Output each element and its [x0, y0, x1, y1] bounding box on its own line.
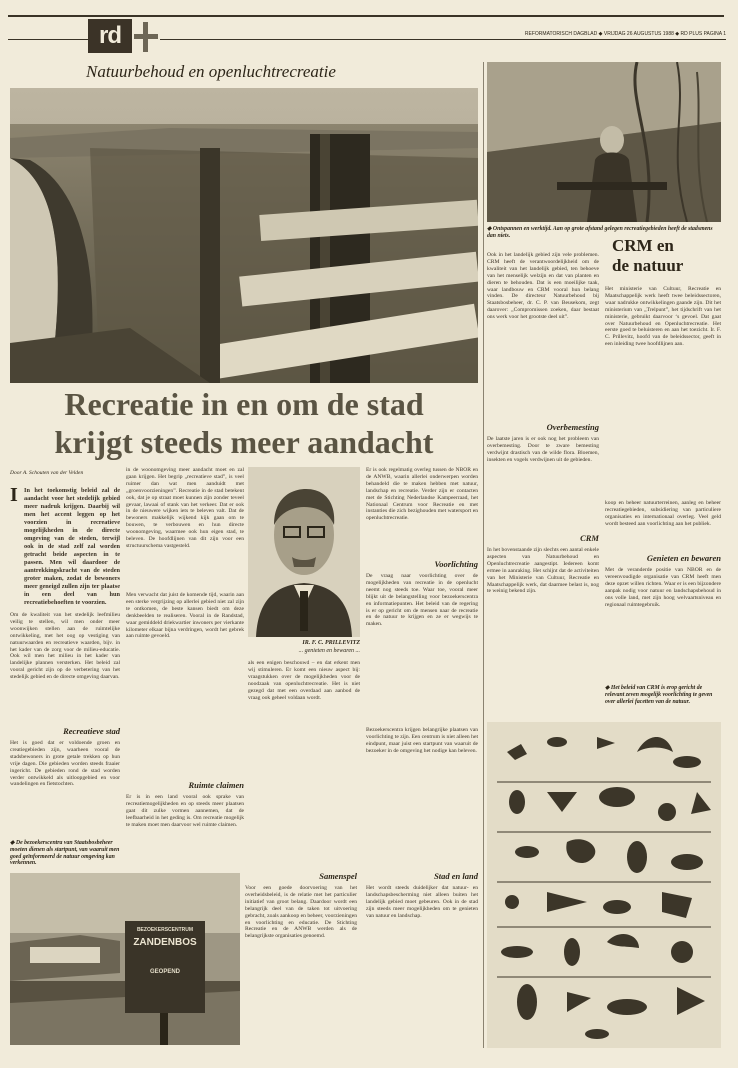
col4-text: Er is ook regelmatig overleg tussen de NBOR en de ANWB, waarin allerlei onderwerpen worden behandeld die te maken hebben met natuur, landschap en recreatie. Verder zijn er contacten met de Stichting Nederlandse Kampeerraad, het Nationaal Centrum voor Recreatie en met instanties die zich bezighouden met watersport en openluchtrecreatie.	[366, 467, 478, 522]
col2-text: in de woonomgeving meer aandacht moet en zal gaan krijgen. Het begrip „recreatieve stad”, is veel ruimer dan wat men aanduidt met „groenvoorzieningen”. Recreatie in de stad betekent ook, dat je op straat moet kunnen zijn zonder teveel gevaar, lawaai of stank van het verkeer. Dat er ook in de nieuwere wijken iets te beleven valt. Dat de bewoners makkelijk wijkend kijk gaan om te bouwen, te verbouwen en hun directe woonomgeving, waarmee ook hun eigen stad, te beleven. De hoofdlijnen van dit zijn voor een structuurschema vastgesteld.	[126, 467, 244, 549]
bench-reed-image	[487, 62, 721, 222]
col5c-text: In het bovenstaande zijn slechts een aantal enkele aspecten van Natuurbehoud en Openluchtrecreatie aangestipt. Iedereen komt ermee in aanraking. Het schijnt dat de activiteiten van het Ministerie van Cultuur, Recreatie en Maatschappelijk werk, dat daarmee belast is, nog te weinig bekend zijn.	[487, 547, 599, 595]
subhead-stad-en-land: Stad en land	[434, 871, 478, 881]
logo-cross-icon	[134, 22, 158, 52]
col2d-text: Voor een goede doorvoering van het overheidsbeleid, is de relatie met het particulier initiatief van groot belang. Daardoor wordt een belangrijk deel van de taken tot uitvoering gebracht, zoals aankoop en beheer, voorzieningen en voorlichting en educatie. De Stichting Recreatie en de ANWB werden als de belangrijkste organisaties genoemd.	[245, 885, 357, 940]
subhead-samenspel: Samenspel	[319, 871, 357, 881]
caption-bezoekerscentra: ◆ De bezoekerscentra van Staatsbosbeheer moeten dienen als startpunt, van waaruit men goed geïnformeerd de natuur omgeving kan verkennen.	[10, 840, 120, 867]
headline-line-1: Recreatie in en om de stad	[64, 386, 424, 422]
caption-crm-beleid: ◆ Het beleid van CRM is erop gericht de relevant zeven mogelijk voorlichting te geven over allerlei facetten van de natuur.	[605, 685, 713, 705]
fence-landscape-image	[10, 88, 478, 383]
photo-man-bench	[487, 62, 721, 222]
main-photo-fence	[10, 88, 478, 383]
subhead-overbemesting: Overbemesting	[546, 422, 599, 432]
subhead-recreatieve-stad: Recreatieve stad	[63, 726, 120, 736]
visitor-center-image	[10, 873, 240, 1045]
col1b-text: Het is goed dat er voldoende groen en creatiegebieden zijn, waarheen vooral de stadsbewoners in grote getale trekken op hun vrije dagen. Die gebieden worden steeds fraaier ingericht. De gebieden rond de stad worden verder ontwikkeld als uitloopgebied en voor wandelingen en fietstochten.	[10, 740, 120, 788]
subhead-voorlichting: Voorlichting	[434, 559, 478, 569]
nature-drawing-image	[487, 722, 721, 1048]
sign-line-1: BEZOEKERSCENTRUM	[136, 927, 194, 933]
masthead-logo: rd	[88, 19, 132, 53]
col3-text: als een enigen beschouwd – en dat erkent men wij stimuleren. Er komt een nieuw aspect bij: vraagstukken over de mogelijkheden voor de noodzaak van openluchtrecreatie. Het is niet gezegd dat met een overdaad aan aanbod de vraag ook geheel voldaan wordt.	[248, 660, 360, 701]
portrait-man-image	[248, 467, 360, 637]
headline-line-2: krijgt steeds meer aandacht	[54, 424, 434, 460]
subhead-crm: CRM	[580, 533, 599, 543]
column-divider	[483, 62, 484, 1048]
sign-line-3: GEOPEND	[149, 969, 180, 975]
caption-ontspannen: ◆ Ontspannen en werktijd. Aan op grote afstand gelegen recreatiegebieden heeft de stadsmens dan niets.	[487, 226, 713, 239]
drop-cap: I	[10, 484, 18, 506]
portrait-caption-quote: ... genieten en bewaren ...	[298, 648, 360, 654]
col2b-text: Men verwacht dat juist de komende tijd, waarin aan een sterke vergrijzing op allerlei gebied niet zal zijn te ontkomen, de beste kansen biedt om deze denkbeelden te realiseren. Vooral in de Randstad, waar gemiddeld driekwartier inwoners per vierkante kilometer elkaar bijna verdringen, wordt het gebrek aan ruimte gevoeld.	[126, 592, 244, 640]
col1-text: Om de kwaliteit van het stedelijk leefmilieu veilig te stellen, wil men onder meer woonwijken stellen aan de ruimtelijke ontwikkeling, met het oog op vestiging van natuurwaarden en recreatieve waarden, bijv. in het kader van de zorg voor de milieu-educatie. Ook wil men het milieu in het kader van landelijke plannen versterken. Het beleid zal vooral gericht zijn op de verbetering van het stedelijk gebied en de directe omgeving daarvan.	[10, 612, 120, 681]
intro-text: In het toekomstig beleid zal de aandacht voor het stedelijk gebied meer nadruk krijgen. Daarbij wil men het accent leggen op het voorzien in recreatieve mogelijkheden in de directe omgeving van de steden, terwijl ook in de stad zelf zal worden getracht beide aspecten in te passen. Men wil daardoor de aantrekkingskracht van de steden groter maken, zodat de bewoners meer geneigd zullen zijn ter plaatse in een deel van hun recreatiebehoeften te voorzien.	[24, 487, 120, 606]
illustration-nature	[487, 722, 721, 1048]
col5-text: Ook in het landelijk gebied zijn vele problemen. CRM heeft de verantwoordelijkheid om de kwaliteit van het landelijk gebied, ten behoeve van het menselijk welzijn en dat van planten en dieren te behouden. Dat is een moeilijke taak, waar landbouw en CRM vooral hun belang vinden. De directeur Natuurbehoud bij Staatsbosbeheer, dr. C. P. van Beusekom, zegt daarover: „Compromissen zoeken, daar bestaat ons werk voor het grootste deel uit”.	[487, 252, 599, 321]
photo-bezoekerscentrum	[10, 873, 240, 1045]
col6-text: Het ministerie van Cultuur, Recreatie en Maatschappelijk werk heeft twee beleidssectoren, waar nadrukke ontwikkelingen gaande zijn. Dit het ministerium van „Trelpunt”, het tijdschrift van het ministerie, gebruikt daarvoor ‘s gevoel. Dat gaat over Natuurbehoud en Openluchtrecreatie. Het eerste goed te beluisteren en aan het toezicht. Ir. F. C. Prillevitz, hoofd van de beleidssector, geeft in een inleiding twee hoofdlijnen aan.	[605, 286, 721, 348]
col6c-text: Met de veranderde positie van NBOR en de vereenvoudigde organisatie van CRM heeft men deze opzet willen richten. Waar er is een bijzondere aanpak nodig voor natuur en landschapsbehoud in ons volle land, met zijn hoog welvaartsniveau en regionaal ruimtegebruik.	[605, 567, 721, 608]
col4c-text: Bezoekerscentra krijgen belangrijke plaatsen van voorlichting te zijn. Een centrum is niet alleen het eindpunt, maar juist een startpunt van waaruit de bezoeker in de omgeving het nodige kan beleven.	[366, 727, 478, 754]
masthead-meta: REFORMATORISCH DAGBLAD ◆ VRIJDAG 26 AUGUSTUS 1988 ◆ RD PLUS PAGINA 1	[524, 31, 726, 37]
byline: Door A. Schouten van der Velden	[10, 470, 84, 476]
portrait-caption-name: IR. F. C. PRILLEVITZ	[302, 640, 360, 646]
col5b-text: De laatste jaren is er ook nog het probleem van overbemesting. Door te zware bemesting verdwijnt drastisch van de wilde flora. Bloemen, insekten en vogels verdwijnen uit de gebieden.	[487, 436, 599, 463]
masthead-rule-right	[160, 39, 726, 40]
subhead-genieten-en-bewaren: Genieten en bewaren	[646, 553, 721, 563]
sign-line-2: ZANDENBOS	[133, 937, 197, 948]
crm-title-1: CRM en	[612, 236, 674, 255]
masthead-rule-left	[8, 39, 88, 40]
top-rule	[8, 15, 724, 17]
col6b-text: koop en beheer natuurterreinen, aanleg en beheer recreatiegebieden, subsidiering van particuliere organisaties en internationaal overleg. Veel geld wordt besteed aan voorlichting aan het publiek.	[605, 500, 721, 527]
col4d-text: Het wordt steeds duidelijker dat natuur- en landschapsbescherming niet alleen buiten het landelijk gebied moet gebeuren. Ook in de stad zijn steeds meer mogelijkheden om te genieten van natuur en landschap.	[366, 885, 478, 919]
col4b-text: De vraag naar voorlichting over de mogelijkheden van recreatie in de openlucht neemt nog steeds toe. Waar toe, vooral meer blijkt uit de belangstelling voor bezoekerscentra en informatiepunten. Het beleid van de regering is er op gericht om de mensen naar de recreatie en de natuur te krijgen en ze er wegwijs te maken.	[366, 573, 478, 628]
crm-title-2: de natuur	[612, 256, 684, 275]
section-title: Natuurbehoud en openluchtrecreatie	[86, 62, 336, 81]
subhead-ruimte-claimen: Ruimte claimen	[188, 780, 244, 790]
portrait-photo	[248, 467, 360, 637]
col2c-text: Er is in een land vooral ook sprake van recreatiemogelijkheden en op steeds meer plaatsen gaat dit zulke vormen aannemen, dat de leefbaarheid in het geding is. Om recreatie mogelijk te maken moet men daarvoor wel ruimte claimen.	[126, 794, 244, 828]
